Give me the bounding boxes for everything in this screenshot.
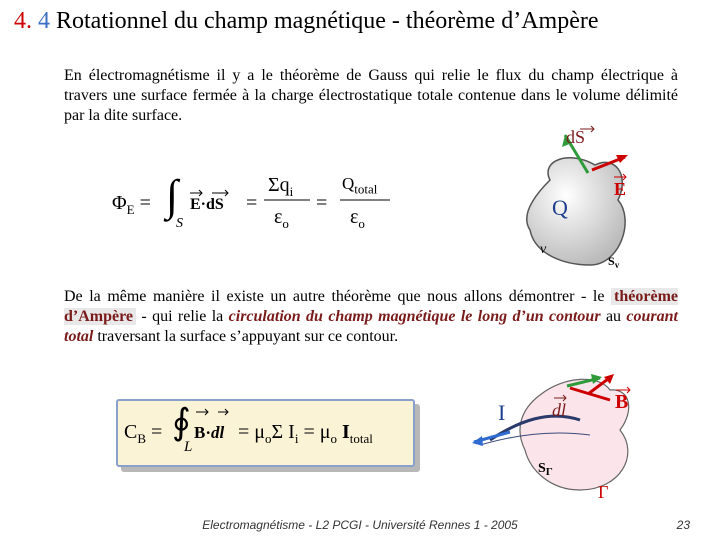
- title-subnumber: 4: [38, 8, 50, 34]
- footer-text: Electromagnétisme - L2 PCGI - Université Rennes 1 - 2005: [202, 518, 518, 532]
- phi-symbol: Φ: [112, 192, 127, 214]
- label-E: E: [614, 179, 627, 199]
- label-dS: dS: [566, 127, 586, 147]
- label-I: I: [498, 400, 506, 425]
- ampere-equation-box: $C_B$ = ∮ L B·dl = $\mu_o\Sigma$ $I_i = \mu_o$ $I_{total}$: [116, 399, 415, 467]
- vector-arrow-dl: [218, 409, 228, 415]
- ampere-intro-paragraph: De la même manière il existe un autre théorème que nous allons démontrer - le théorème d’Ampère - qui relie la circulation du champ magnétique le long d’un contour au courant total traversant la surface s’appuyant sur ce contour.: [64, 288, 678, 345]
- q-total: $Q_{total}$: [342, 174, 378, 197]
- label-B: B: [615, 391, 629, 413]
- contour-integral-sign: ∮: [172, 402, 191, 442]
- label-Q: Q: [552, 195, 568, 220]
- sum-charges: $\Sigma q_i$: [268, 174, 294, 199]
- ampere-contour-figure: [470, 360, 710, 510]
- gauss-equation: $\Phi_E$ = ∫ S E·dS = $\Sigma q_i$ $\varepsilon_o$ = $Q_{total}$ $\varepsilon_o$: [112, 171, 378, 231]
- integral-surface-label: S: [176, 216, 183, 231]
- contour-label: L: [184, 439, 193, 455]
- label-dl: dl: [552, 400, 567, 420]
- label-Gamma: Γ: [598, 482, 609, 502]
- vector-E: E: [190, 196, 201, 213]
- title-number: 4.: [14, 8, 32, 34]
- label-v: v: [540, 242, 547, 257]
- circulation-phrase: circulation du champ magnétique le long d’un contour: [228, 308, 601, 325]
- label-Sv: $S_v$: [608, 254, 620, 270]
- gauss-intro-paragraph: En électromagnétisme il y a le théorème de Gauss qui relie le flux du champ électrique à travers une surface fermée à la charge électrostatique totale contenue dans le volume délimité par la dite surface.: [64, 67, 678, 124]
- vector-dS: dS: [206, 196, 224, 213]
- integral-sign: ∫: [166, 171, 179, 220]
- page-number: 23: [676, 518, 690, 532]
- theorem-name: théorème d’Ampère: [64, 288, 678, 325]
- label-S-gamma: $S_\Gamma$: [538, 461, 553, 478]
- vector-arrow-B: [196, 409, 208, 415]
- title-text: Rotationnel du champ magnétique - théorème d’Ampère: [56, 8, 599, 34]
- total-current-phrase: courant total: [64, 308, 678, 345]
